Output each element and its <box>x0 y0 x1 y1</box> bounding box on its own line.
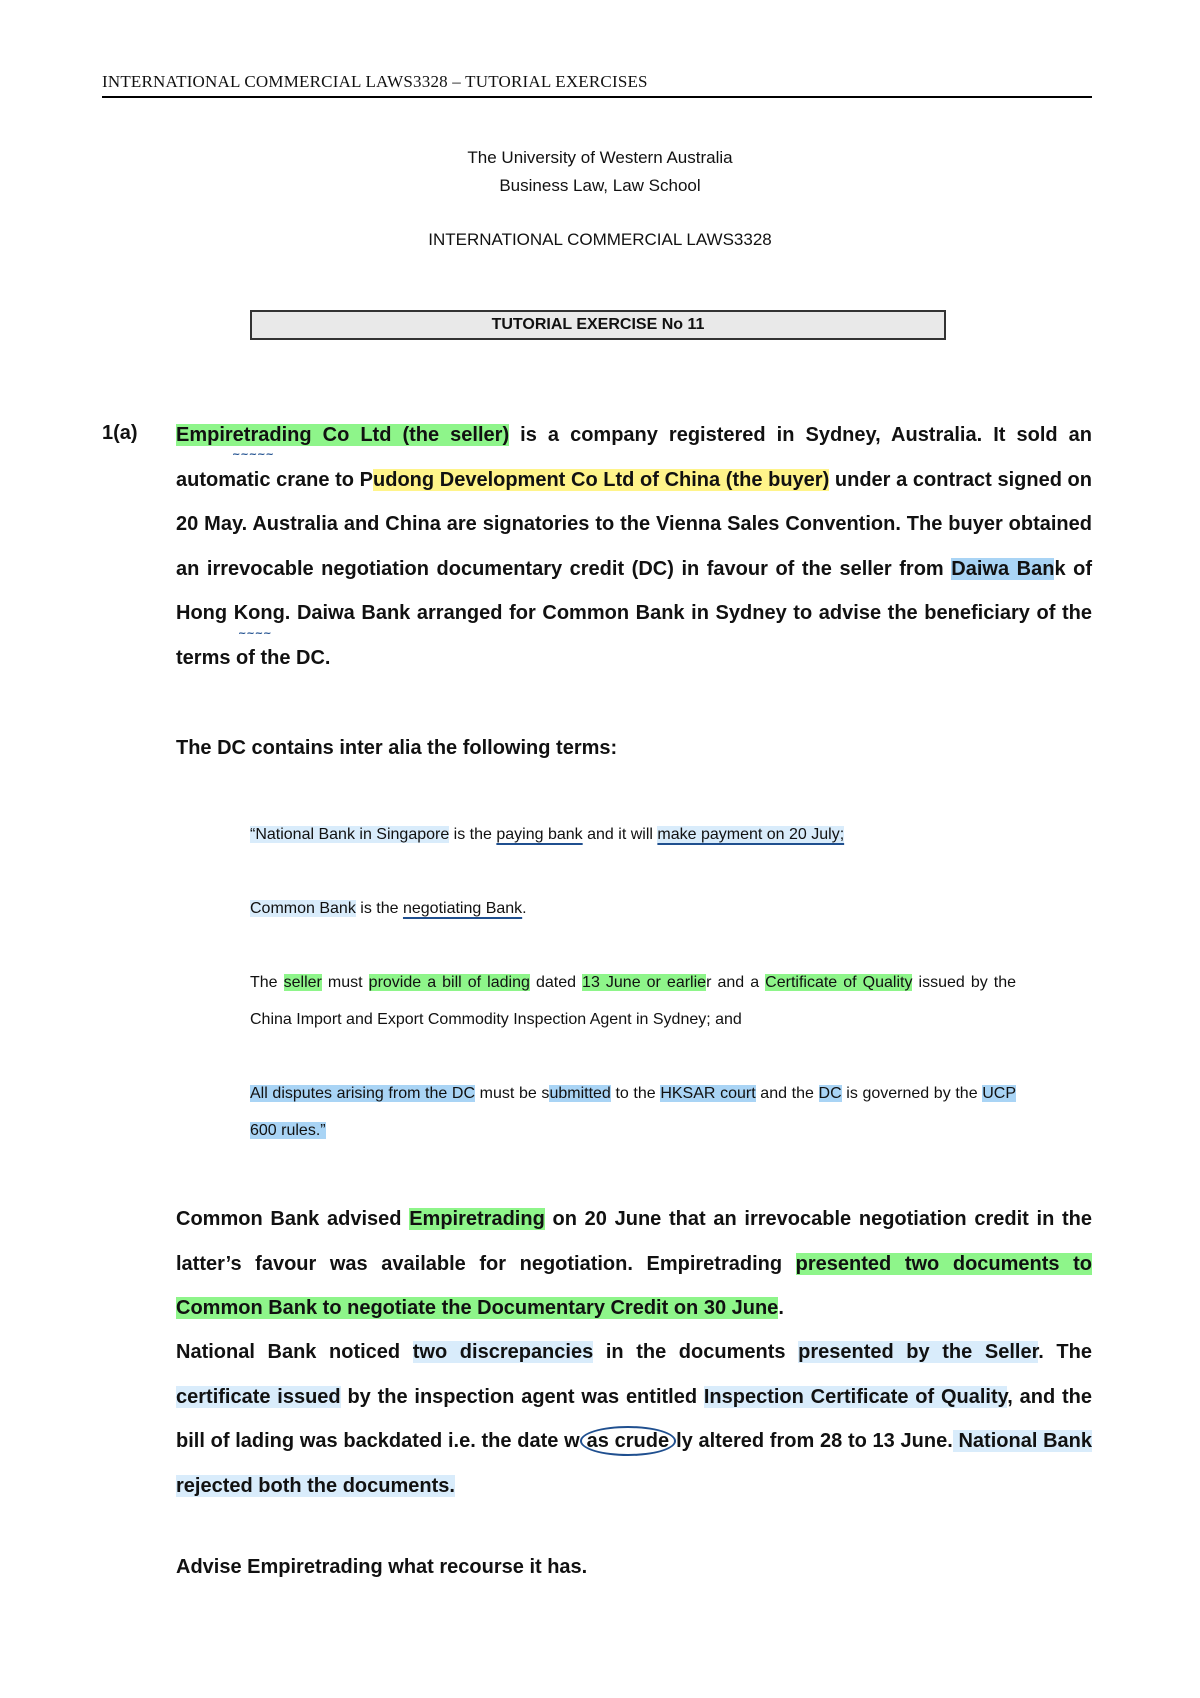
text-span: . <box>778 1297 784 1319</box>
text-span: issued by the China Import and Export Commodity Inspection Agent in Sydney; and <box>250 974 1017 1028</box>
exercise-title-box: TUTORIAL EXERCISE No 11 <box>250 310 946 340</box>
text-span: . <box>522 900 527 917</box>
text-span: dated <box>529 974 583 991</box>
highlight-presented-by-seller: presented by the Seller <box>798 1341 1039 1363</box>
question-number: 1(a) <box>102 422 138 444</box>
highlight-daiwa-bank: Daiwa Ban <box>951 557 1055 580</box>
highlight-disputes: All disputes arising from the DC <box>250 1085 476 1102</box>
text-span: The <box>250 974 284 991</box>
highlight-national-bank: “National Bank in Singapore <box>250 826 450 843</box>
underline-paying-bank: paying bank <box>496 826 583 843</box>
text-span: and it will <box>582 826 658 843</box>
text-span: by the inspection agent was entitled <box>340 1385 704 1408</box>
highlight-hksar-court: HKSAR court <box>660 1085 756 1102</box>
text-span: is the <box>355 900 403 917</box>
text-span: k of Hong Kong. Daiwa Bank arranged for Common Bank in Sydney to advise the beneficiary of the terms of the DC. <box>176 557 1092 669</box>
text-span: is a company registered in Sydney, Australia. It sold an automatic crane to P <box>176 424 1092 491</box>
paragraph-terms-intro: The DC contains inter alia the following terms: <box>176 737 618 759</box>
highlight-rejected: National Bank rejected both the documents. <box>176 1430 1093 1497</box>
text-span: is governed by the <box>841 1085 983 1102</box>
text-span: must <box>321 974 369 991</box>
highlight-buyer: udong Development Co Ltd of China (the buyer) <box>373 468 830 491</box>
text-span: must be s <box>475 1085 550 1102</box>
highlight-bill-of-lading: provide a bill of lading <box>368 974 530 991</box>
highlight-seller: seller <box>283 974 322 991</box>
underline-payment-date: make payment on 20 July; <box>657 826 845 843</box>
highlight-two-discrepancies: two discrepancies <box>412 1341 594 1363</box>
term-disputes <box>250 1075 1016 1149</box>
highlight-common-bank: Common Bank <box>250 900 356 917</box>
running-header: INTERNATIONAL COMMERCIAL LAWS3328 – TUTORIAL EXERCISES <box>102 70 1092 98</box>
highlight-certificate-issued: certificate issued <box>176 1385 341 1408</box>
highlight-inspection-certificate: Inspection Certificate of Quality <box>703 1385 1008 1408</box>
text-span: is the <box>449 826 497 843</box>
text-span: in the documents <box>593 1341 799 1363</box>
text-span: . The <box>1038 1341 1092 1363</box>
highlight-empiretrading: Empiretrading <box>409 1208 545 1230</box>
highlight-presented-documents: presented two documents to Common Bank to negotiate the Documentary Credit on 30 June <box>176 1252 1093 1319</box>
text-span: r and a <box>706 974 766 991</box>
highlight-dc: DC <box>818 1085 842 1102</box>
paragraph-presentation <box>176 1197 1092 1331</box>
highlight-certificate: Certificate of Quality <box>765 974 913 991</box>
term-paying-bank <box>250 816 1016 853</box>
text-span: to the <box>610 1085 661 1102</box>
text-span: and the <box>755 1085 819 1102</box>
highlight-date: 13 June or earlie <box>582 974 707 991</box>
paragraph-advise: Advise Empiretrading what recourse it has. <box>176 1556 588 1578</box>
text-span: , and the bill of lading was backdated i.e. the date w <box>176 1385 1092 1452</box>
highlight-seller: Empiretrading Co Ltd (the seller) <box>176 424 510 446</box>
term-documents <box>250 964 1016 1038</box>
text-span: ly altered from 28 to 13 June. <box>676 1430 953 1452</box>
course-title: INTERNATIONAL COMMERCIAL LAWS3328 <box>428 230 772 249</box>
text-span: Common Bank advised <box>176 1208 410 1230</box>
term-negotiating-bank <box>250 890 1016 927</box>
underline-negotiating-bank: negotiating Bank <box>402 900 523 917</box>
text-span: on 20 June that an irrevocable negotiation credit in the latter’s favour was available for negotiation. Empiretrading <box>176 1208 1093 1275</box>
paragraph-facts <box>176 413 1092 680</box>
handwritten-annotation: ~~~~~ <box>232 449 274 460</box>
text-span: under a contract signed on 20 May. Australia and China are signatories to the Vienna Sales Convention. The buyer obtained an irrevocable negotiation documentary credit (DC) in favour of the seller from <box>176 468 1092 580</box>
highlight-submitted: ubmitted <box>549 1085 611 1102</box>
school-name: Business Law, Law School <box>499 176 701 195</box>
highlight-ucp-600: UCP 600 rules.” <box>250 1085 1017 1139</box>
paragraph-discrepancies <box>176 1330 1092 1508</box>
circled-crudely: as crude <box>580 1426 676 1456</box>
handwritten-annotation: ~~~~ <box>238 628 272 639</box>
university-name: The University of Western Australia <box>467 148 733 167</box>
text-span: National Bank noticed <box>176 1341 413 1363</box>
